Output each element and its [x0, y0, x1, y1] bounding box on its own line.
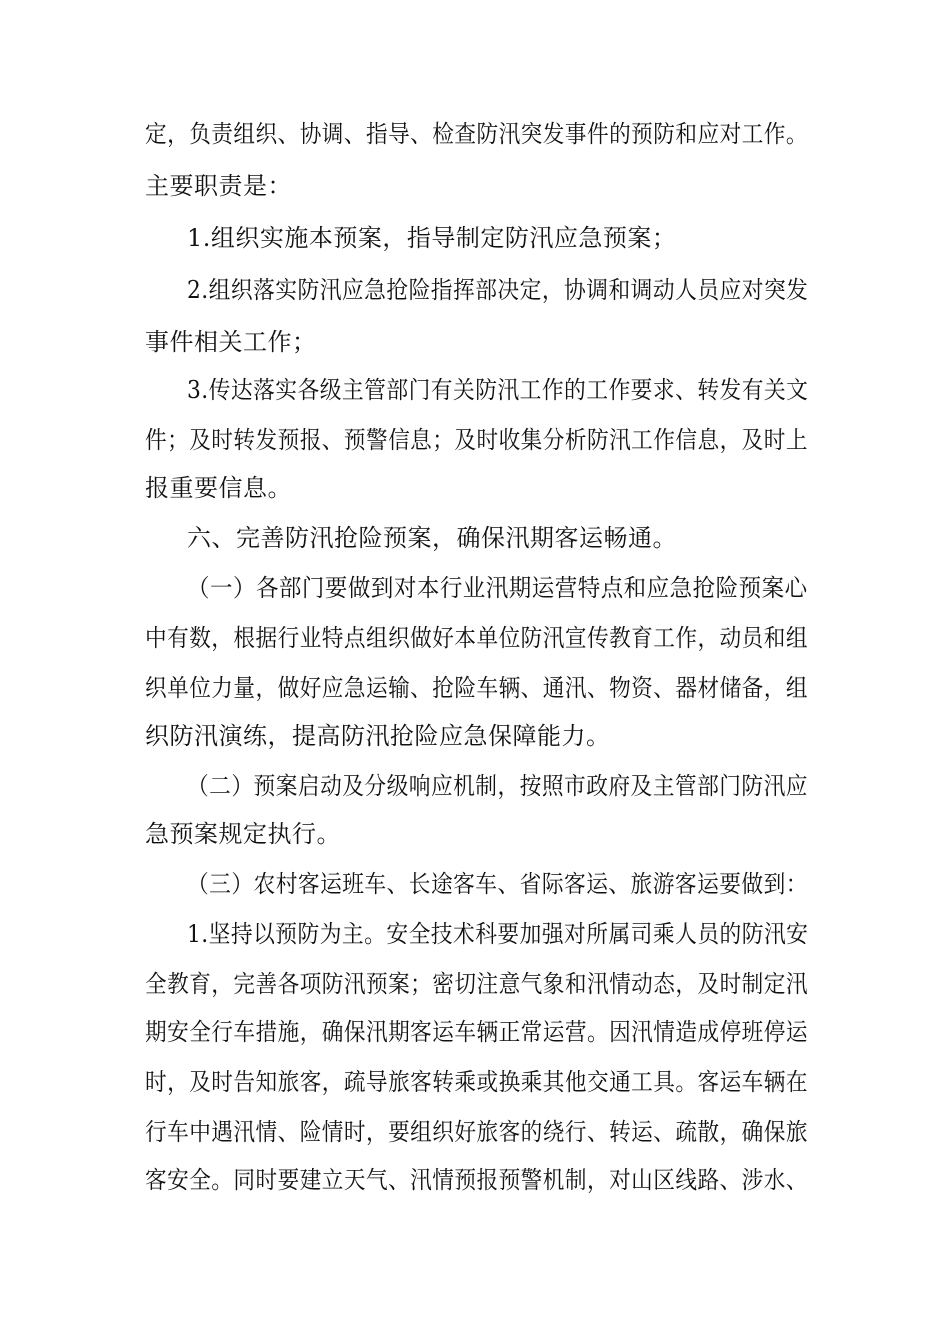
paragraph-line: 中有数，根据行业特点组织做好本单位防汛宣传教育工作，动员和组	[145, 624, 808, 652]
list-item-line: 3.传达落实各级主管部门有关防汛工作的工作要求、转发有关文	[187, 376, 809, 404]
paragraph-line: （三）农村客运班车、长途客车、省际客运、旅游客运要做到：	[187, 870, 808, 898]
paragraph-line: 定，负责组织、协调、指导、检查防汛突发事件的预防和应对工作。	[145, 120, 808, 148]
list-item-line: 1.组织实施本预案，指导制定防汛应急预案；	[187, 224, 677, 252]
paragraph-line: 主要职责是：	[145, 172, 292, 200]
paragraph-line: 报重要信息。	[145, 474, 292, 502]
paragraph-line: 客安全。同时要建立天气、汛情预报预警机制，对山区线路、涉水、	[145, 1166, 808, 1194]
paragraph-line: 急预案规定执行。	[145, 820, 341, 848]
paragraph-line: 件；及时转发预报、预警信息；及时收集分析防汛工作信息，及时上	[145, 426, 808, 454]
paragraph-line: （二）预案启动及分级响应机制，按照市政府及主管部门防汛应	[187, 772, 808, 800]
paragraph-line: 行车中遇汛情、险情时，要组织好旅客的绕行、转运、疏散，确保旅	[145, 1118, 808, 1146]
paragraph-line: 事件相关工作；	[145, 328, 317, 356]
paragraph-line: 期安全行车措施，确保汛期客运车辆正常运营。因汛情造成停班停运	[145, 1018, 808, 1046]
paragraph-line: 织防汛演练，提高防汛抢险应急保障能力。	[145, 722, 611, 750]
paragraph-line: （一）各部门要做到对本行业汛期运营特点和应急抢险预案心	[187, 574, 808, 602]
section-heading: 六、完善防汛抢险预案，确保汛期客运畅通。	[187, 524, 677, 552]
paragraph-line: 织单位力量，做好应急运输、抢险车辆、通汛、物资、器材储备，组	[145, 674, 808, 702]
paragraph-line: 时，及时告知旅客，疏导旅客转乘或换乘其他交通工具。客运车辆在	[145, 1068, 808, 1096]
list-item-line: 2.组织落实防汛应急抢险指挥部决定，协调和调动人员应对突发	[187, 276, 809, 304]
paragraph-line: 全教育，完善各项防汛预案；密切注意气象和汛情动态，及时制定汛	[145, 970, 808, 998]
list-item-line: 1.坚持以预防为主。安全技术科要加强对所属司乘人员的防汛安	[187, 920, 809, 948]
